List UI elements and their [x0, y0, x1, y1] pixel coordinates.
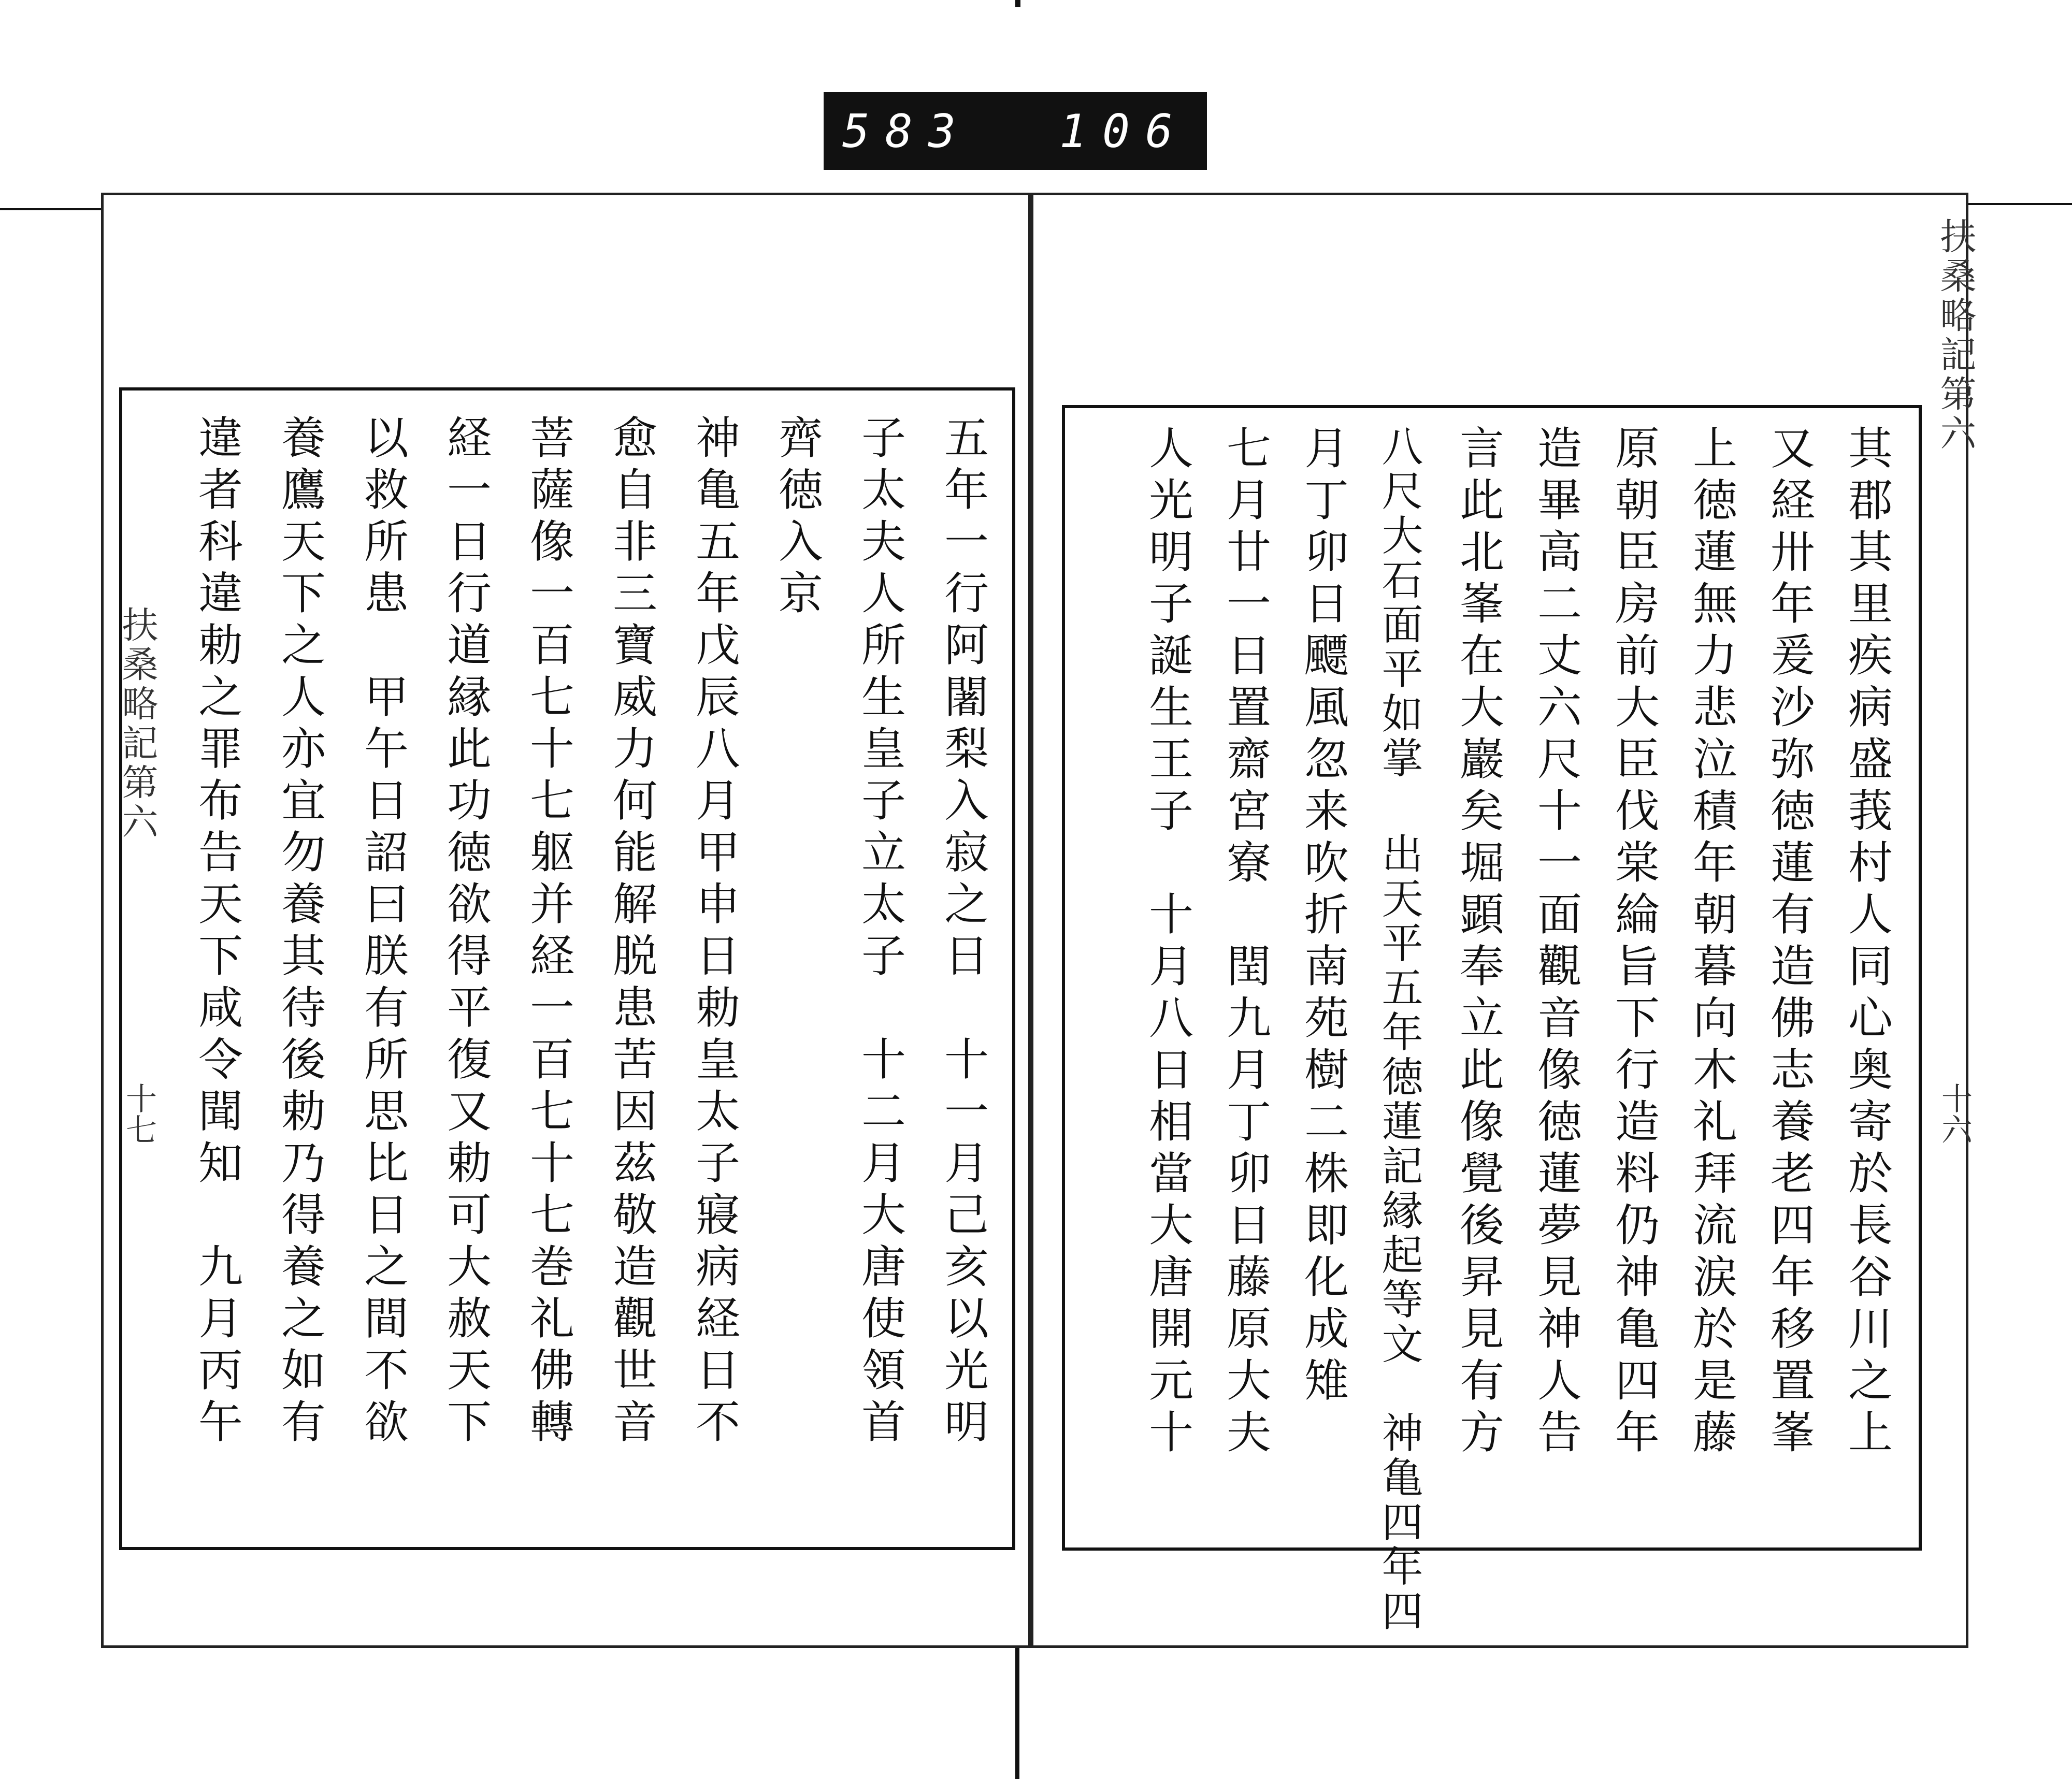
text-column: 月丁卯日飃風忽来吹折南苑樹二株即化成雉	[1297, 425, 1348, 1409]
text-column: 造畢高二丈六尺十一面觀音像徳蓮夢見神人告	[1530, 425, 1581, 1460]
reel-number: 583	[842, 104, 971, 158]
text-column: 齊徳入京	[771, 414, 823, 621]
text-column: 以救所患 甲午日詔曰朕有所思比日之間不欲	[356, 414, 408, 1450]
text-column: 八尺大石面平如掌 出天平五年徳蓮記縁起等文 神亀四年四	[1375, 425, 1423, 1634]
top-rule-right	[1963, 203, 2072, 205]
text-column: 経一日行道縁此功徳欲得平復又勅可大赦天下	[439, 414, 491, 1450]
text-column: 養鷹天下之人亦宜勿養其待後勅乃得養之如有	[274, 414, 325, 1450]
text-column: 子太夫人所生皇子立太子 十二月大唐使領首	[854, 414, 905, 1450]
top-tick	[1015, 0, 1020, 7]
left-margin-title: 扶桑略記第六	[116, 606, 159, 842]
spine-bottom-line	[1015, 1644, 1019, 1779]
text-column: 愈自非三寶威力何能解脱患苦因茲敬造觀世音	[605, 414, 657, 1450]
frame-number: 106	[1059, 104, 1188, 158]
text-column: 人光明子誕生王子 十月八日相當大唐開元十	[1141, 425, 1193, 1460]
text-column: 言此北峯在大巖矣堀顕奉立此像覺後昇見有方	[1452, 425, 1504, 1460]
text-column: 原朝臣房前大臣伐棠綸旨下行造料仍神亀四年	[1607, 425, 1659, 1460]
top-rule-left	[0, 208, 109, 210]
text-column: 其郡其里疾病盛莪村人同心奥寄於長谷川之上	[1840, 425, 1892, 1460]
left-folio: 十七	[121, 1082, 157, 1145]
text-column: 五年一行阿闍梨入寂之日 十一月己亥以光明	[937, 414, 988, 1450]
text-column: 神亀五年戊辰八月甲申日勅皇太子寢病経日不	[688, 414, 740, 1450]
text-column: 上徳蓮無力悲泣積年朝暮向木礼拜流涙於是藤	[1685, 425, 1737, 1460]
text-column: 違者科違勅之罪布告天下咸令聞知 九月丙午	[191, 414, 242, 1450]
text-column: 菩薩像一百七十七躯并経一百七十七巻礼佛轉	[522, 414, 574, 1450]
right-folio: 十六	[1936, 1082, 1973, 1145]
reel-number-label	[824, 92, 1207, 170]
text-column: 七月廿一日置齋宮寮 閏九月丁卯日藤原大夫	[1219, 425, 1271, 1460]
right-margin-title: 扶桑略記第六	[1934, 218, 1977, 454]
text-column: 又経卅年爰沙弥徳蓮有造佛志養老四年移置峯	[1763, 425, 1815, 1460]
